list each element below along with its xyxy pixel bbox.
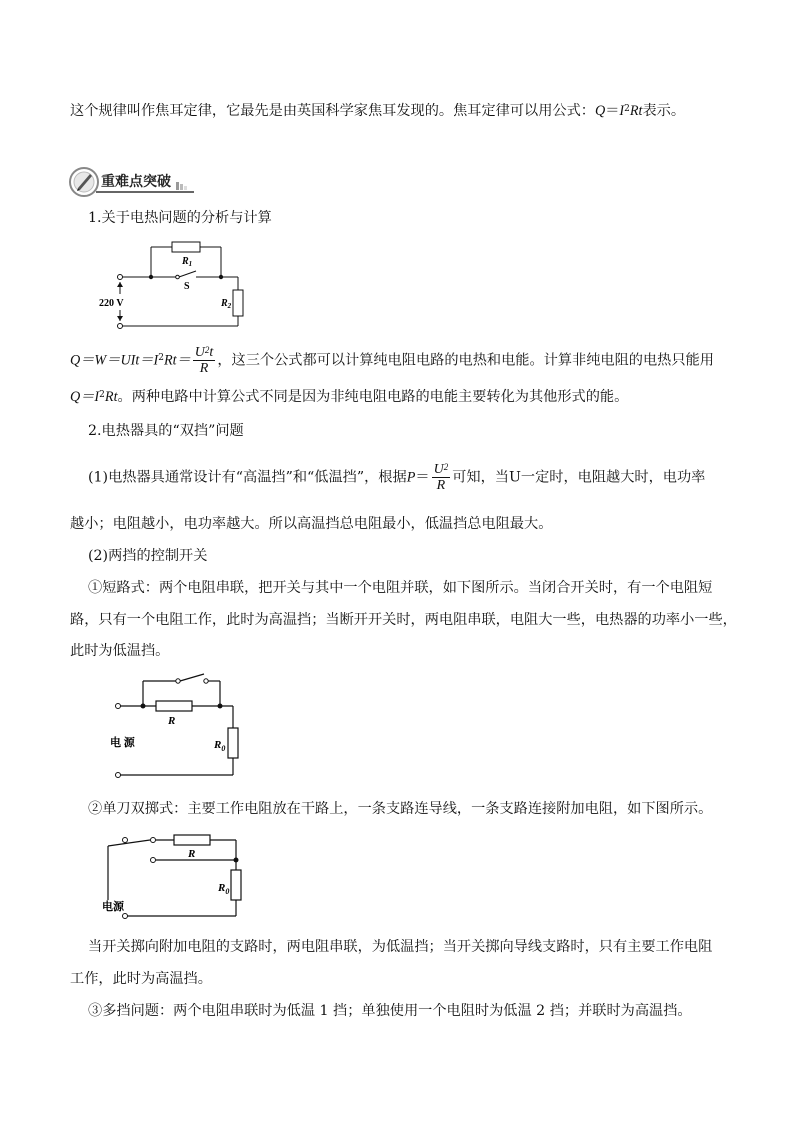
p1-eq: ＝ [415,469,430,486]
r2-label: $R_2$ [221,298,232,310]
source-label-2: 电 源 [110,737,135,749]
source-label-3: 电源 [102,901,124,913]
formula-tail: 表示。 [642,103,686,119]
circuit-diagram-1 [96,238,256,334]
line2-q: Q＝I [70,389,100,405]
intro-text: 这个规律叫作焦耳定律，它最先是由英国科学家焦耳发现的。焦耳定律可以用公式： [70,103,595,119]
p1-head: (1)电热器具通常设计有“高温挡”和“低温挡”，根据 [88,469,407,486]
p1-p: P [406,469,416,486]
fraction-u2-over-r: $\frac{U^2}{R}$ [433,462,449,493]
multi-gear-line: ③多挡问题：两个电阻串联时为低温 1 挡；单独使用一个电阻时为低温 2 挡；并联时为高温挡。 [88,1003,692,1019]
formula-i: I [619,103,625,119]
topic2-heading: 2.电热器具的“双挡”问题 [88,423,244,439]
formula-lead-rt: Rt＝ [164,352,191,369]
r0-label-3: $R_0$ [218,882,230,896]
fraction-u2t-over-r: $\frac{U^2t}{R}$ [194,345,214,376]
switch-s-label: S [184,281,190,292]
topic2-p1 [88,462,705,493]
topic1-heading: 1.关于电热问题的分析与计算 [88,210,272,226]
topic2-p2-heading: (2)两挡的控制开关 [88,548,208,564]
after-spdt-line1: 当开关掷向附加电阻的支路时，两电阻串联，为低温挡；当开关掷向导线支路时，只有主要工作电阻 [88,939,713,955]
topic1-line1-tail: ，这三个公式都可以计算纯电阻电路的电热和电能。计算非纯电阻的电热只能用 [217,352,714,369]
intro-paragraph [70,101,685,121]
circuit-diagram-2 [108,670,248,780]
short-circuit-line3: 此时为低温挡。 [70,643,170,659]
formula-sup: 2 [624,104,630,114]
formula-rt: Rt [629,103,643,119]
section-title: 重难点突破 [101,174,171,190]
line2-rt: Rt [104,389,118,405]
r0-label-2: $R_0$ [214,739,226,753]
formula-eq: ＝ [605,103,620,119]
circuit-diagram-3 [100,828,250,926]
short-circuit-line2: 路，只有一个电阻工作，此时为高温挡；当断开开关时，两电阻串联，电阻大一些，电热器的功率小一些， [70,612,737,628]
r-label-3: R [188,848,196,860]
line2-tail: 。两种电路中计算公式不同是因为非纯电阻电路的电能主要转化为其他形式的能。 [117,389,629,405]
topic2-p1-line2: 越小；电阻越小，电功率越大。所以高温挡总电阻最小，低温挡总电阻最大。 [70,516,553,532]
formula-q: Q [594,103,606,119]
spdt-line: ②单刀双掷式：主要工作电阻放在干路上，一条支路连导线，一条支路连接附加电阻，如下图所示。 [88,801,713,817]
section-banner [68,166,198,198]
r-label-2: R [168,715,176,727]
line2-sup: 2 [99,390,105,400]
p1-tail: 可知，当U一定时，电阻越大时，电功率 [452,469,706,486]
topic1-line2 [70,387,628,407]
formula-lead-sup: 2 [158,353,164,363]
topic1-formula-line [70,345,714,376]
after-spdt-line2: 工作，此时为高温挡。 [70,971,212,987]
short-circuit-line1: ①短路式：两个电阻串联，把开关与其中一个电阻并联，如下图所示。当闭合开关时，有一个电阻短 [88,580,713,596]
formula-lead: Q＝W＝UIt＝I [70,352,159,369]
voltage-label: 220 V [99,298,124,309]
r1-label: $R_1$ [182,256,193,268]
